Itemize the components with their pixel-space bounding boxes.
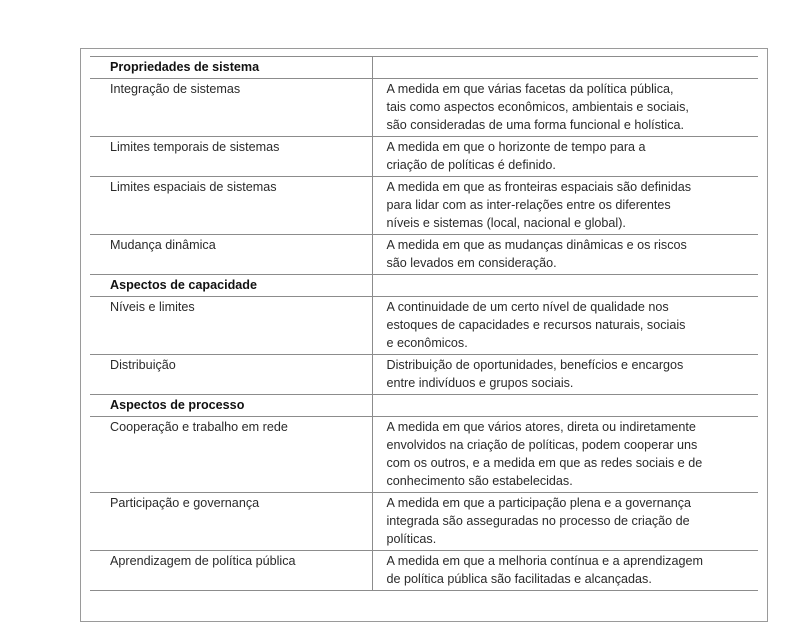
table-row	[90, 297, 758, 355]
description-line: políticas.	[386, 532, 437, 546]
description-line: são consideradas de uma forma funcional e holística.	[386, 118, 685, 132]
description-line: A medida em que o horizonte de tempo para a	[386, 140, 646, 154]
description-cell	[372, 297, 758, 355]
description-cell	[372, 551, 758, 591]
section-header-row	[90, 57, 758, 79]
section-header-empty-cell	[372, 57, 758, 79]
description-line: A continuidade de um certo nível de qualidade nos	[386, 300, 669, 314]
term-cell: Participação e governança	[90, 493, 372, 551]
term-cell: Cooperação e trabalho em rede	[90, 417, 372, 493]
table-row	[90, 417, 758, 493]
description-line: A medida em que vários atores, direta ou indiretamente	[386, 420, 696, 434]
description-line: A medida em que a participação plena e a governança	[386, 496, 692, 510]
description-line: e econômicos.	[386, 336, 468, 350]
description-line: são levados em consideração.	[386, 256, 557, 270]
table-row	[90, 235, 758, 275]
description-cell	[372, 235, 758, 275]
section-title: Aspectos de processo	[90, 395, 372, 417]
description-cell	[372, 493, 758, 551]
term-cell: Aprendizagem de política pública	[90, 551, 372, 591]
table-row	[90, 551, 758, 591]
properties-table	[90, 56, 758, 591]
description-line: tais como aspectos econômicos, ambientais e sociais,	[386, 100, 689, 114]
description-line: envolvidos na criação de políticas, podem cooperar uns	[386, 438, 698, 452]
term-cell: Distribuição	[90, 355, 372, 395]
description-line: criação de políticas é definido.	[386, 158, 556, 172]
term-cell: Integração de sistemas	[90, 79, 372, 137]
table-row	[90, 355, 758, 395]
description-line: A medida em que as mudanças dinâmicas e os riscos	[386, 238, 687, 252]
description-line: Distribuição de oportunidades, benefícios e encargos	[386, 358, 684, 372]
section-header-row	[90, 395, 758, 417]
description-line: para lidar com as inter-relações entre os diferentes	[386, 198, 671, 212]
section-title: Propriedades de sistema	[90, 57, 372, 79]
section-header-empty-cell	[372, 395, 758, 417]
description-line: A medida em que as fronteiras espaciais são definidas	[386, 180, 692, 194]
term-cell: Mudança dinâmica	[90, 235, 372, 275]
description-line: A medida em que várias facetas da política pública,	[386, 82, 674, 96]
description-cell	[372, 355, 758, 395]
table-row	[90, 177, 758, 235]
table-row	[90, 493, 758, 551]
term-cell: Níveis e limites	[90, 297, 372, 355]
section-header-empty-cell	[372, 275, 758, 297]
section-header-row	[90, 275, 758, 297]
description-cell	[372, 417, 758, 493]
description-line: conhecimento são estabelecidas.	[386, 474, 573, 488]
description-line: entre indivíduos e grupos sociais.	[386, 376, 574, 390]
description-line: níveis e sistemas (local, nacional e global).	[386, 216, 626, 230]
description-line: estoques de capacidades e recursos naturais, sociais	[386, 318, 686, 332]
description-line: integrada são asseguradas no processo de criação de	[386, 514, 690, 528]
description-line: de política pública são facilitadas e alcançadas.	[386, 572, 652, 586]
description-cell	[372, 79, 758, 137]
description-cell	[372, 177, 758, 235]
term-cell: Limites temporais de sistemas	[90, 137, 372, 177]
description-line: A medida em que a melhoria contínua e a aprendizagem	[386, 554, 703, 568]
table-row	[90, 79, 758, 137]
description-line: com os outros, e a medida em que as redes sociais e de	[386, 456, 703, 470]
term-cell: Limites espaciais de sistemas	[90, 177, 372, 235]
description-cell	[372, 137, 758, 177]
table-row	[90, 137, 758, 177]
section-title: Aspectos de capacidade	[90, 275, 372, 297]
